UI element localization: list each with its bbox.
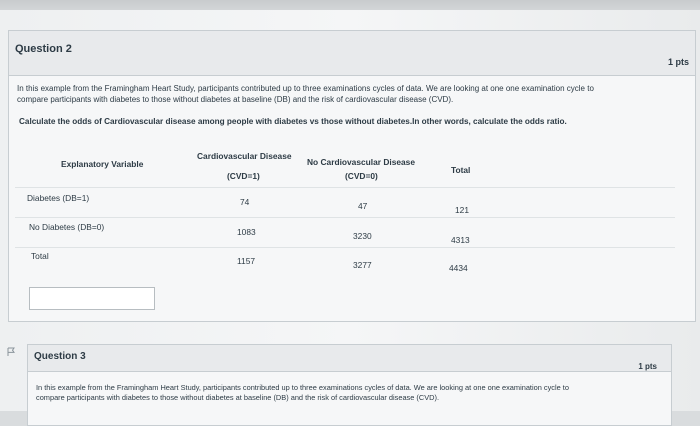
question-3-text-line-2: compare participants with diabetes to those without diabetes at baseline (DB) and the risk of cardiovascular disease (CVD). [36, 393, 439, 402]
row-3-cvd1: 1157 [237, 256, 256, 266]
header-cvd1-line-1: Cardiovascular Disease [197, 151, 292, 161]
row-3-cvd0: 3277 [353, 260, 372, 270]
row-2-total: 4313 [451, 235, 470, 245]
question-2-text-line-1: In this example from the Framingham Heart Study, participants contributed up to three examinations cycles of data. We are looking at one one examination cycle to [17, 84, 594, 93]
question-2-instruction: Calculate the odds of Cardiovascular disease among people with diabetes vs those without diabetes.In other words, calculate the odds ratio. [19, 117, 567, 126]
row-1-total: 121 [455, 205, 469, 215]
question-3-points: 1 pts [638, 362, 657, 371]
question-2-points: 1 pts [667, 57, 689, 67]
header-cvd1-line-2: (CVD=1) [227, 171, 260, 181]
row-1-cvd1: 74 [240, 197, 250, 207]
question-2-header [9, 31, 695, 76]
header-explanatory-variable: Explanatory Variable [61, 159, 144, 169]
row-2-cvd1: 1083 [237, 227, 256, 237]
table-divider [15, 247, 675, 248]
header-cvd0-line-2: (CVD=0) [345, 171, 378, 181]
header-cvd0-line-1: No Cardiovascular Disease [307, 157, 415, 167]
question-3-header [28, 345, 671, 372]
question-2-text-line-2: compare participants with diabetes to those without diabetes at baseline (DB) and the risk of cardiovascular disease (CVD). [17, 95, 454, 104]
table-divider [15, 187, 675, 188]
data-table [15, 145, 687, 285]
question-3-text-line-1: In this example from the Framingham Heart Study, participants contributed up to three examinations cycles of data. We are looking at one one examination cycle to [36, 383, 569, 392]
question-2-card [8, 30, 696, 322]
row-2-cvd0: 3230 [353, 231, 372, 241]
row-1-label: Diabetes (DB=1) [27, 193, 90, 203]
question-3-card [27, 344, 672, 426]
answer-input[interactable] [29, 287, 155, 310]
table-divider [15, 217, 675, 218]
flag-icon[interactable] [6, 347, 16, 357]
row-3-label: Total [31, 251, 49, 261]
header-total: Total [451, 165, 471, 175]
row-2-label: No Diabetes (DB=0) [29, 222, 105, 232]
row-1-cvd0: 47 [358, 201, 368, 211]
question-3-title: Question 3 [34, 351, 86, 362]
question-2-title: Question 2 [15, 43, 72, 55]
row-3-total: 4434 [449, 263, 468, 273]
